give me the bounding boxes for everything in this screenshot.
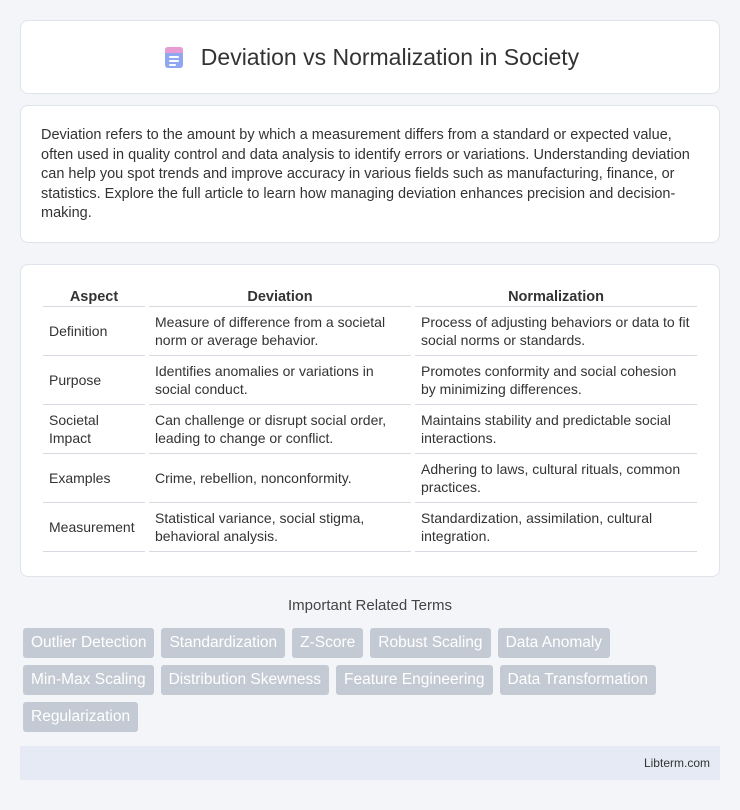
related-term-tag[interactable]: Z-Score xyxy=(292,628,363,658)
cell-normalization: Adhering to laws, cultural rituals, common practices. xyxy=(415,454,697,503)
related-term-tag[interactable]: Data Anomaly xyxy=(498,628,611,658)
cell-aspect: Purpose xyxy=(43,356,145,405)
cell-deviation: Can challenge or disrupt social order, leading to change or conflict. xyxy=(149,405,411,454)
related-term-tag[interactable]: Distribution Skewness xyxy=(161,665,329,695)
intro-text: Deviation refers to the amount by which a measurement differs from a standard or expected value, often used in quality control and data analysis to identify errors or variations. Understanding deviation can help you spot trends and improve accuracy in various fields such as manufacturing, finance, or statistics. Explore the full article to learn how managing deviation enhances precision and decision-making. xyxy=(41,127,690,221)
cell-deviation: Statistical variance, social stigma, behavioral analysis. xyxy=(149,503,411,552)
table-row xyxy=(43,307,697,356)
table-row xyxy=(43,454,697,503)
cell-aspect: Societal Impact xyxy=(43,405,145,454)
related-terms-list xyxy=(23,628,723,732)
related-terms-title: Important Related Terms xyxy=(288,597,452,614)
comparison-table xyxy=(39,287,701,552)
document-icon xyxy=(161,44,187,70)
header-card xyxy=(20,20,720,94)
cell-normalization: Standardization, assimilation, cultural integration. xyxy=(415,503,697,552)
page-title: Deviation vs Normalization in Society xyxy=(200,43,580,70)
cell-aspect: Definition xyxy=(43,307,145,356)
table-row xyxy=(43,503,697,552)
header-deviation: Deviation xyxy=(149,287,411,307)
table-header-row xyxy=(43,287,697,307)
footer-site-link[interactable]: Libterm.com xyxy=(643,756,710,770)
cell-aspect: Measurement xyxy=(43,503,145,552)
comparison-table-card xyxy=(20,264,720,577)
header-normalization: Normalization xyxy=(415,287,697,307)
related-term-tag[interactable]: Feature Engineering xyxy=(336,665,492,695)
table-row xyxy=(43,356,697,405)
cell-deviation: Measure of difference from a societal norm or average behavior. xyxy=(149,307,411,356)
cell-deviation: Crime, rebellion, nonconformity. xyxy=(149,454,411,503)
cell-normalization: Promotes conformity and social cohesion by minimizing differences. xyxy=(415,356,697,405)
related-term-tag[interactable]: Regularization xyxy=(23,702,138,732)
cell-deviation: Identifies anomalies or variations in social conduct. xyxy=(149,356,411,405)
table-row xyxy=(43,405,697,454)
intro-card xyxy=(20,105,720,243)
header-aspect: Aspect xyxy=(43,287,145,307)
related-term-tag[interactable]: Min-Max Scaling xyxy=(23,665,154,695)
cell-normalization: Process of adjusting behaviors or data to fit social norms or standards. xyxy=(415,307,697,356)
cell-aspect: Examples xyxy=(43,454,145,503)
footer xyxy=(20,746,720,780)
related-term-tag[interactable]: Standardization xyxy=(161,628,285,658)
cell-normalization: Maintains stability and predictable social interactions. xyxy=(415,405,697,454)
related-term-tag[interactable]: Data Transformation xyxy=(500,665,656,695)
related-term-tag[interactable]: Robust Scaling xyxy=(370,628,490,658)
related-term-tag[interactable]: Outlier Detection xyxy=(23,628,154,658)
